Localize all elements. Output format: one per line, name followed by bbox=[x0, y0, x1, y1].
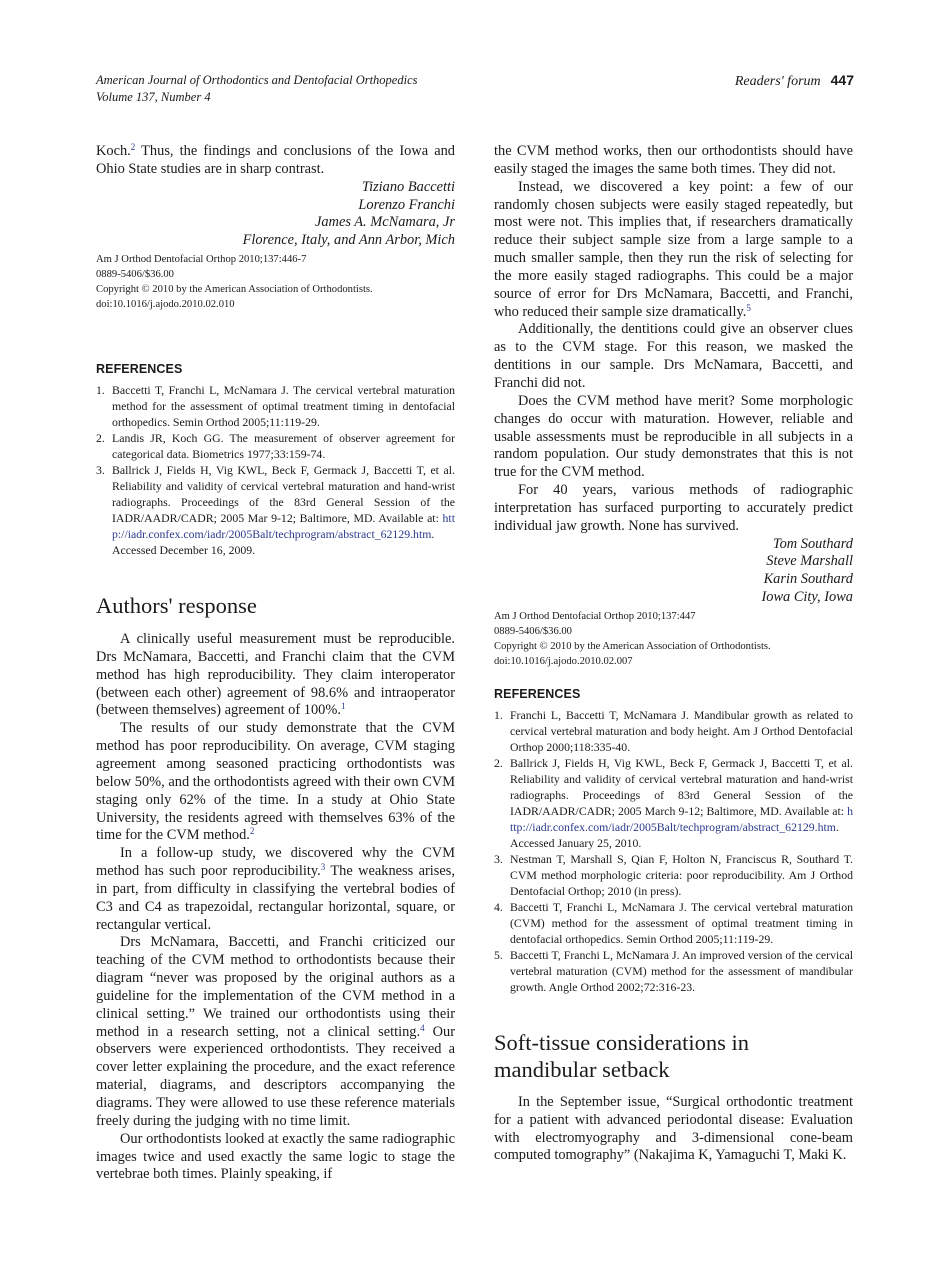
signature: James A. McNamara, Jr bbox=[314, 214, 455, 231]
left-column bbox=[96, 143, 455, 1184]
references-heading: REFERENCES bbox=[494, 686, 581, 701]
journal-citation: Am J Orthod Dentofacial Orthop 2010;137:446-7 bbox=[96, 254, 307, 266]
paragraph: Does the CVM method have merit? Some morphologic changes do occur with maturation. However, reliable and usable assessments must be reproducible in all subjects in a random population. Our study demonstrates that this is not true for the CVM method. bbox=[494, 392, 853, 481]
citation-link[interactable]: 5 bbox=[746, 302, 751, 313]
paragraph: Additionally, the dentitions could give an observer clues as to the CVM stage. For this reason, we masked the dentitions in our sample. Drs McNamara, Baccetti, and Franchi did not. bbox=[494, 321, 853, 391]
reference-item: 2. Landis JR, Koch GG. The measurement of observer agreement for categorical data. Biometrics 1977;33:159-74. bbox=[96, 431, 455, 462]
copyright: Copyright © 2010 by the American Association of Orthodontists. bbox=[96, 284, 373, 296]
citation-link[interactable]: 3 bbox=[320, 862, 326, 873]
running-head bbox=[96, 72, 854, 106]
issn: 0889-5406/$36.00 bbox=[494, 625, 572, 637]
authors-response-body bbox=[96, 631, 455, 1184]
reference-item: 3. Ballrick J, Fields H, Vig KWL, Beck F, Germack J, Baccetti T, et al. Reliability and validity of cervical vertebral maturation and hand-wrist radiographs. Proceedings of the 83rd General Session of the IADR/AADR/CADR; 2005 Mar 9-12; Baltimore, MD. Available at: http://iadr.confex.com/iadr/2005Balt/techprogram/abstract_62129.htm. Accessed December 16, 2009. bbox=[96, 463, 455, 558]
citation-meta bbox=[96, 252, 455, 312]
response-signatures bbox=[494, 536, 853, 607]
paragraph: the CVM method works, then our orthodontists should have easily staged the images the same both times. They did not. bbox=[494, 143, 853, 177]
reference-item: 5. Baccetti T, Franchi L, McNamara J. An improved version of the cervical vertebral maturation (CVM) method for the assessment of mandibular growth. Angle Orthod 2002;72:316-23. bbox=[494, 947, 853, 994]
section-title: Soft-tissue considerations in mandibular setback bbox=[494, 1029, 749, 1082]
signature: Steve Marshall bbox=[766, 553, 853, 570]
page-number: 447 bbox=[830, 72, 854, 88]
section-title: Authors' response bbox=[96, 593, 257, 619]
citation-link[interactable]: 1 bbox=[340, 701, 346, 712]
journal-citation: Am J Orthod Dentofacial Orthop 2010;137:447 bbox=[494, 610, 696, 622]
journal-title: American Journal of Orthodontics and Dentofacial Orthopedics bbox=[96, 73, 418, 87]
signature-location: Florence, Italy, and Ann Arbor, Mich bbox=[242, 232, 455, 249]
right-column bbox=[494, 143, 853, 1165]
paragraph: Our orthodontists looked at exactly the same radiographic images twice and used exactly the same logic to stage the vertebrae both times. Plainly speaking, if bbox=[96, 1130, 455, 1183]
signature: Tiziano Baccetti bbox=[361, 178, 455, 195]
journal-volume: Volume 137, Number 4 bbox=[96, 90, 211, 104]
letter-closing-paragraph: Koch.$^2$ Thus, the findings and conclusions of the Iowa and Ohio State studies are in sharp contrast. bbox=[96, 142, 455, 177]
reference-url-link[interactable]: http://iadr.confex.com/iadr/2005Balt/techprogram/abstract_62129.htm bbox=[112, 511, 455, 542]
paragraph: In a follow-up study, we discovered why the CVM method has such poor reproducibility.$^3$ The weakness arises, in part, from difficulty in classifying the vertebral bodies of C3 and C4 as trapezoidal, rectangular horizontal, square, or rectangular vertical. bbox=[96, 845, 455, 933]
references-heading: REFERENCES bbox=[96, 362, 183, 377]
signature: Karin Southard bbox=[763, 571, 853, 588]
reference-item: 1. Baccetti T, Franchi L, McNamara J. The cervical vertebral maturation method for the assessment of optimal treatment timing in dentofacial orthopedics. Semin Orthod 2005;11:119-29. bbox=[96, 383, 455, 430]
doi: doi:10.1016/j.ajodo.2010.02.010 bbox=[96, 299, 235, 311]
citation-link[interactable]: 4 bbox=[420, 1022, 425, 1033]
signature-location: Iowa City, Iowa bbox=[761, 589, 853, 606]
signature: Tom Southard bbox=[772, 535, 853, 552]
reference-url-link[interactable]: http://iadr.confex.com/iadr/2005Balt/techprogram/abstract_62129.htm bbox=[510, 803, 853, 834]
references-list bbox=[96, 382, 455, 558]
paragraph: Instead, we discovered a key point: a few of our randomly chosen subjects were easily staged repeatedly, but most were not. This implies that, if researchers dramatically reduce their subject sample size from a large sample to a much smaller sample, then they run the risk of selecting for the more easily staged radiographs. This could be a major source of error for Drs McNamara, Baccetti, and Franchi, who reduced their sample size dramatically.$^5$ bbox=[494, 178, 853, 320]
doi: doi:10.1016/j.ajodo.2010.02.007 bbox=[494, 655, 633, 667]
letter-signatures bbox=[96, 179, 455, 250]
reference-item: 3. Nestman T, Marshall S, Qian F, Holton N, Franciscus R, Southard T. CVM method morphologic criteria: poor reproducibility. Am J Orthod Dentofacial Orthop; 2010 (in press). bbox=[494, 851, 853, 898]
signature: Lorenzo Franchi bbox=[358, 196, 455, 213]
paragraph: The results of our study demonstrate that the CVM method has poor reproducibility. On average, CVM staging agreement among seasoned practicing orthodontists was below 50%, and the orthodontists agreed with their own CVM staging only 62% of the time. In a study at Ohio State University, the residents agreed with themselves 63% of the time for the CVM method.$^2$ bbox=[96, 720, 455, 844]
citation-link[interactable]: 2 bbox=[130, 142, 136, 152]
paragraph: For 40 years, various methods of radiographic interpretation has surfaced purporting to accurately predict individual jaw growth. None has survived. bbox=[494, 482, 853, 534]
reference-item: 4. Baccetti T, Franchi L, McNamara J. The cervical vertebral maturation (CVM) method for the assessment of optimal treatment timing in dentofacial orthopedics. Semin Orthod 2005;11:119-29. bbox=[494, 899, 853, 946]
journal-info bbox=[96, 72, 418, 106]
issn: 0889-5406/$36.00 bbox=[96, 269, 174, 281]
reference-item: 1. Franchi L, Baccetti T, McNamara J. Mandibular growth as related to cervical vertebral maturation and body height. Am J Orthod Dentofacial Orthop 2000;118:335-40. bbox=[494, 707, 853, 754]
citation-meta bbox=[494, 609, 853, 669]
paragraph: A clinically useful measurement must be reproducible. Drs McNamara, Baccetti, and Franchi claim that the CVM method has high reproducibility. They claim interoperator (between each other) agreement of 98.6% and intraoperator (between themselves) agreement of 100%.$^1$ bbox=[96, 631, 455, 719]
paragraph: Drs McNamara, Baccetti, and Franchi criticized our teaching of the CVM method to orthodontists because their diagram “never was proposed by the original authors as a guideline for the implementation of the CVM method in a clinical setting.” We trained our orthodontists using their method in a research setting, not a clinical setting.$^4$ Our observers were experienced orthodontists. They received a cover letter explaining the procedure, and the exact reference material, diagrams, and descriptors accompanying the diagrams. They were allowed to use these reference materials freely during the judging with no time limit. bbox=[96, 934, 455, 1129]
references-list bbox=[494, 707, 853, 995]
citation-link[interactable]: 2 bbox=[249, 826, 255, 837]
copyright: Copyright © 2010 by the American Association of Orthodontists. bbox=[494, 640, 771, 652]
reference-item: 2. Ballrick J, Fields H, Vig KWL, Beck F, Germack J, Baccetti T, et al. Reliability and validity of cervical vertebral maturation and hand-wrist radiographs. Proceedings of 83rd General Session of the IADR/AADR/CADR; 2005 March 9-12; Baltimore, MD. Available at: http://iadr.confex.com/iadr/2005Balt/techprogram/abstract_62129.htm. Accessed January 25, 2010. bbox=[494, 755, 853, 850]
paragraph: In the September issue, “Surgical orthodontic treatment for a patient with advanced periodontal disease: Evaluation with electromyography and 3-dimensional cone-beam computed tomography” (Nakajima K, Yamaguchi T, Maki K. bbox=[494, 1093, 853, 1164]
section-page bbox=[735, 72, 854, 90]
section-name: Readers' forum bbox=[734, 74, 821, 89]
